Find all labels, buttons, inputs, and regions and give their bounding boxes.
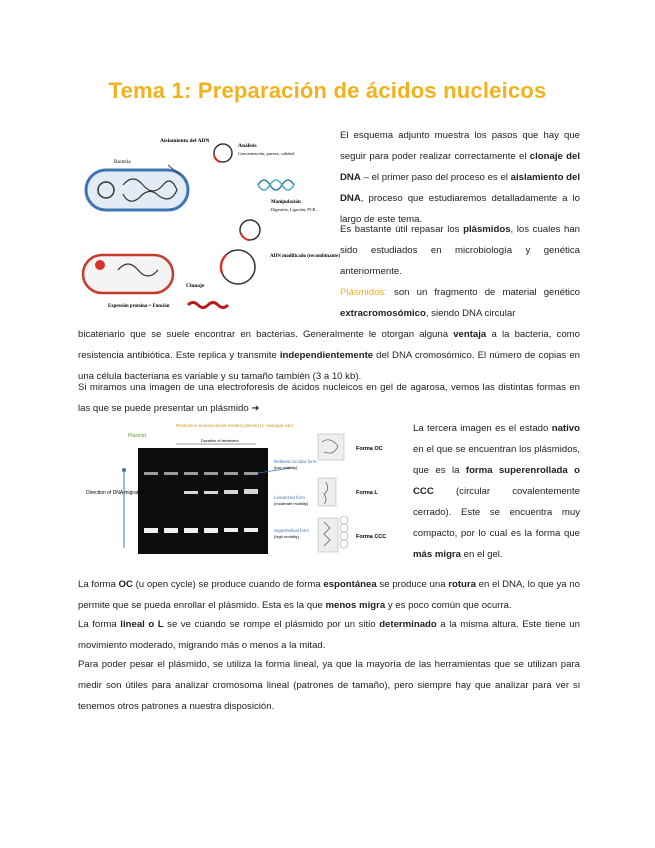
gel-image [138, 448, 268, 554]
fig1-manipulacion-sub: Digestión, Ligación, PCR… [271, 207, 320, 212]
l-form-image [318, 478, 336, 506]
arrow-right-icon: ➔ [251, 403, 260, 414]
recombinant-plasmid-icon [221, 250, 255, 284]
fig2-plasmid: Plasmid [128, 433, 146, 439]
dna-helix-icon [258, 180, 294, 190]
fig2-linear: Linearized form [274, 495, 306, 500]
recombinant-bacteria-shape [83, 255, 173, 293]
fig2-linear-sub: (moderate mobility) [274, 501, 309, 506]
paragraph-plasmidos-def: Plásmidos: son un fragmento de material genético extracromosómico, siendo DNA circular [340, 287, 580, 319]
paragraph-electroforesis: Si miramos una imagen de una electroforesis de ácidos nucleicos en gel de agarosa, vemos las distintas formas en las que se puede presentar un plásmido ➔ [78, 382, 580, 414]
paragraph-plasmidos-cont: bicatenario que se suele encontrar en bacterias. Generalmente le otorgan alguna ventaja a la bacteria, como resistencia antibiótica. Este replica y transmite independientemente del DNA cromosómico. El número de copias en una célula bacteriana es variable y su tamaño también (3 a 10 kb). [78, 329, 580, 382]
intro-text-2: – el primer paso del proceso es el [360, 172, 511, 183]
gel-electrophoresis-figure [86, 420, 406, 572]
ccc-form-image [318, 518, 338, 552]
fig2-duration: Duration of treatment [201, 438, 239, 443]
fig1-analisis-sub: Concentración, pureza, calidad. [238, 151, 295, 156]
fig1-adn-mod: ADN modificado (recombinante) [270, 254, 340, 259]
page-title: Tema 1: Preparación de ácidos nucleicos [108, 78, 547, 103]
fig2-super: Superhelical form [274, 528, 310, 533]
kw-aislamiento: aislamiento del DNA [340, 172, 581, 204]
intro-text: El esquema adjunto muestra los pasos que hay que seguir para poder realizar correctamente el [340, 130, 580, 162]
fig2-forma-oc: Forma OC [356, 446, 383, 452]
fig2-relaxed: Relaxed circular form [274, 459, 317, 464]
bacteria-shape [86, 170, 188, 210]
fig2-super-sub: (high mobility) [274, 534, 299, 539]
paragraph-oc: La forma OC (u open cycle) se produce cuando de forma espontánea se produce una rotura en el DNA, lo que ya no permite que se pueda enrollar el plásmido. Esta es la que menos migra y es poco común que ocurra. [78, 579, 580, 611]
fig2-relaxed-sub: (low mobility) [274, 465, 298, 470]
fig2-direction: Direction of DNA migration [86, 490, 145, 496]
fig2-re-title: Restriction endonuclease-treated plasmid (1 cleavage site) [176, 423, 294, 428]
fig2-forma-l: Forma L [356, 490, 378, 496]
protein-icon [188, 303, 228, 308]
cloning-scheme-figure [78, 125, 340, 317]
fig1-clonaje: Clonaje [186, 283, 205, 289]
fig2-forma-ccc: Forma CCC [356, 534, 387, 540]
oc-form-image [318, 434, 344, 460]
fig1-bacteria: Bacteria [114, 160, 131, 165]
fig1-manipulacion: Manipulación [271, 200, 301, 205]
intro-text-3: , proceso que estudiaremos detalladamente a lo largo de este tema. [340, 193, 580, 225]
paragraph-pesar: Para poder pesar el plásmido, se utiliza la forma lineal, ya que la mayoría de las herramientas que se utilizan para medir son útiles para analizar cromosoma lineal (patrones de tamaño), pero siempre hay que analizar para ver si tenemos otros patrones a nuestra disposición. [78, 659, 580, 712]
fig1-analisis: Análisis [238, 143, 257, 149]
paragraph-ccc: La tercera imagen es el estado nativo en el que se encuentran los plásmidos, que es la forma superenrollada o CCC (circular covalentemente cerrado). Este se encuentra muy compacto, por lo cual es la forma que más migra en el gel. [413, 423, 581, 560]
fig1-expresion: Expresión proteína-> Función [108, 304, 170, 309]
kw-clonaje: clonaje del DNA [340, 151, 580, 183]
paragraph-plasmidos-intro: Es bastante útil repasar los plásmidos, los cuales han sido estudiados en microbiología y genética anteriormente. [340, 224, 581, 277]
paragraph-lineal: La forma lineal o L se ve cuando se rompe el plásmido por un sitio determinado a la misma altura. Este tiene un movimiento moderado, migrando más o menos a la mitad. [78, 619, 580, 651]
paragraph-intro [340, 125, 580, 230]
fig1-aislamiento: Aislamiento del ADN [160, 138, 210, 144]
